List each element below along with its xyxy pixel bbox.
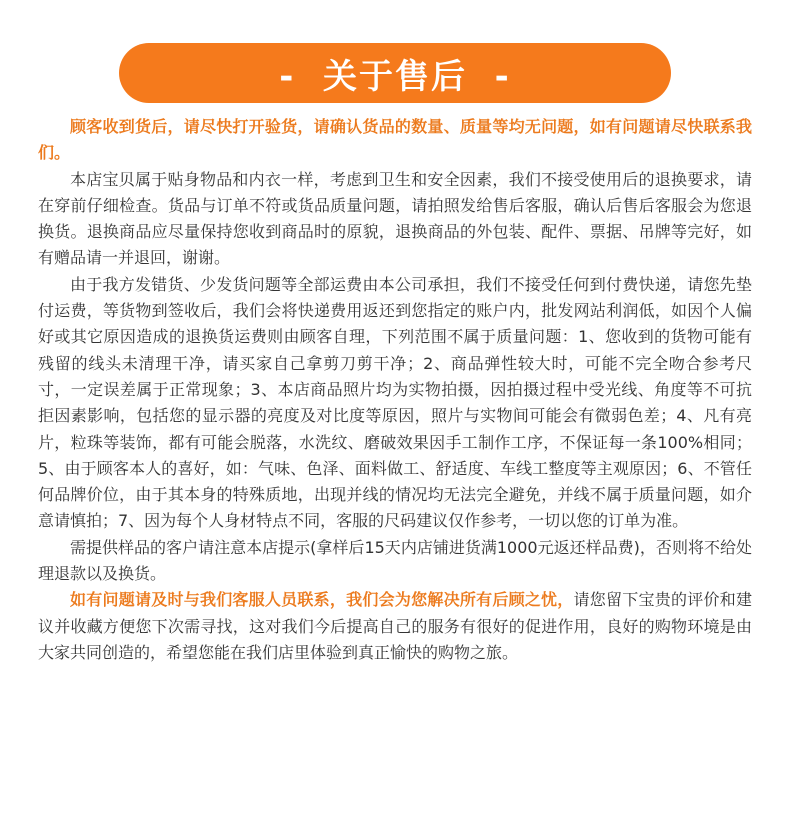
- closing-text: 请您留下宝贵的评价和建议并收藏方便您下次需寻找，这对我们今后提高自己的服务有很好的促进作用，良好的购物环境是由大家共同创造的，希望您能在我们店里体验到真正愉快的购物之旅。: [38, 590, 752, 662]
- closing-paragraph: [38, 587, 752, 666]
- closing-highlight: 如有问题请及时与我们客服人员联系，我们会为您解决所有后顾之忧，: [70, 590, 574, 610]
- return-policy-paragraph: 本店宝贝属于贴身物品和内衣一样，考虑到卫生和安全因素，我们不接受使用后的退换要求，请在穿前仔细检查。货品与订单不符或货品质量问题，请拍照发给售后客服，确认后售后客服会为您退换货。退换商品应尽量保持您收到商品时的原貌，退换商品的外包装、配件、票据、吊牌等完好，如有赠品请一并退回，谢谢。: [38, 169, 752, 268]
- sample-policy-paragraph: 需提供样品的客户请注意本店提示(拿样后15天内店铺进货满1000元返还样品费)，否则将不给处理退款以及换货。: [38, 537, 752, 584]
- page-title: - 关于售后 -: [279, 56, 511, 97]
- shipping-policy-paragraph: 由于我方发错货、少发货问题等全部运费由本公司承担，我们不接受任何到付费快递，请您先垫付运费，等货物到签收后，我们会将快递费用返还到您指定的账户内，批发网站利润低，如因个人偏好或其它原因造成的退换货运费则由顾客自理，下列范围不属于质量问题：1、您收到的货物可能有残留的线头未清理干净，请买家自己拿剪刀剪干净；2、商品弹性较大时，可能不完全吻合参考尺寸，一定误差属于正常现象；3、本店商品照片均为实物拍摄，因拍摄过程中受光线、角度等不可抗拒因素影响，包括您的显示器的亮度及对比度等原因，照片与实物间可能会有微弱色差；4、凡有亮片，粒珠等装饰，都有可能会脱落，水洗纹、磨破效果因手工制作工序，不保证每一条100%相同；5、由于顾客本人的喜好，如：气味、色泽、面料做工、舒适度、车线工整度等主观原因；6、不管任何品牌价位，由于其本身的特殊质地，出现并线的情况均无法完全避免，并线不属于质量问题，如介意请慎拍；7、因为每个人身材特点不同，客服的尺码建议仅作参考，一切以您的订单为准。: [38, 274, 752, 531]
- title-banner: [119, 43, 671, 103]
- after-sales-content: [38, 114, 752, 666]
- intro-notice: 顾客收到货后，请尽快打开验货，请确认货品的数量、质量等均无问题，如有问题请尽快联系我们。: [38, 117, 752, 163]
